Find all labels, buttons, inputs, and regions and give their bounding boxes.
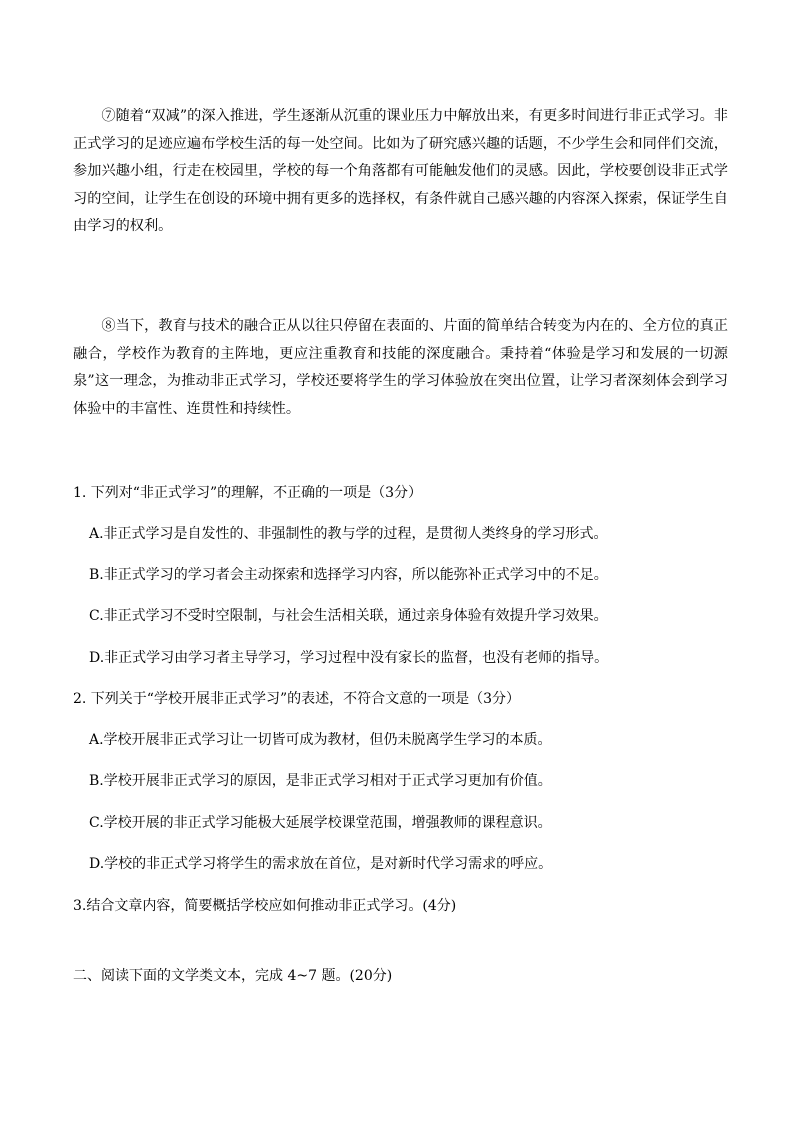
question-1-option-c: C.非正式学习不受时空限制，与社会生活相关联，通过亲身体验有效提升学习效果。 (89, 608, 608, 624)
passage-paragraph-7: ⑦随着“双减”的深入推进，学生逐渐从沉重的课业压力中解放出来，有更多时间进行非正式学习。非正式学习的足迹应遍布学校生活的每一处空间。比如为了研究感兴趣的话题，不少学生会和同伴们交流，参加兴趣小组，行走在校园里，学校的每一个角落都有可能触发他们的灵感。因此，学校要创设非正式学习的空间，让学生在创设的环境中拥有更多的选择权，有条件就自己感兴趣的内容深入探索，保证学生自由学习的权利。 (73, 108, 728, 235)
question-2-option-c: C.学校开展的非正式学习能极大延展学校课堂范围，增强教师的课程意识。 (89, 815, 552, 831)
question-1-stem: 1. 下列对“非正式学习”的理解，不正确的一项是（3分） (73, 485, 423, 501)
question-2-option-a: A.学校开展非正式学习让一切皆可成为教材，但仍未脱离学生学习的本质。 (89, 732, 552, 748)
question-2-option-d: D.学校的非正式学习将学生的需求放在首位，是对新时代学习需求的呼应。 (89, 856, 553, 872)
passage-paragraph-8: ⑧当下，教育与技术的融合正从以往只停留在表面的、片面的简单结合转变为内在的、全方位的真正融合，学校作为教育的主阵地，更应注重教育和技能的深度融合。秉持着“体验是学习和发展的一切源泉”这一理念，为推动非正式学习，学校还要将学生的学习体验放在突出位置，让学习者深刻体会到学习体验中的丰富性、连贯性和持续性。 (73, 318, 728, 417)
section-heading: 二、阅读下面的文学类文本，完成 4~7 题。(20分) (73, 968, 393, 984)
question-2-option-b: B.学校开展非正式学习的原因，是非正式学习相对于正式学习更加有价值。 (89, 773, 552, 789)
question-2-stem: 2. 下列关于“学校开展非正式学习”的表述，不符合文意的一项是（3分） (73, 691, 521, 707)
question-3-stem: 3.结合文章内容，简要概括学校应如何推动非正式学习。(4分) (73, 898, 457, 914)
question-1-option-b: B.非正式学习的学习者会主动探索和选择学习内容，所以能弥补正式学习中的不足。 (89, 567, 608, 583)
question-1-option-d: D.非正式学习由学习者主导学习，学习过程中没有家长的监督，也没有老师的指导。 (89, 650, 609, 666)
question-1-option-a: A.非正式学习是自发性的、非强制性的教与学的过程，是贯彻人类终身的学习形式。 (89, 526, 608, 542)
